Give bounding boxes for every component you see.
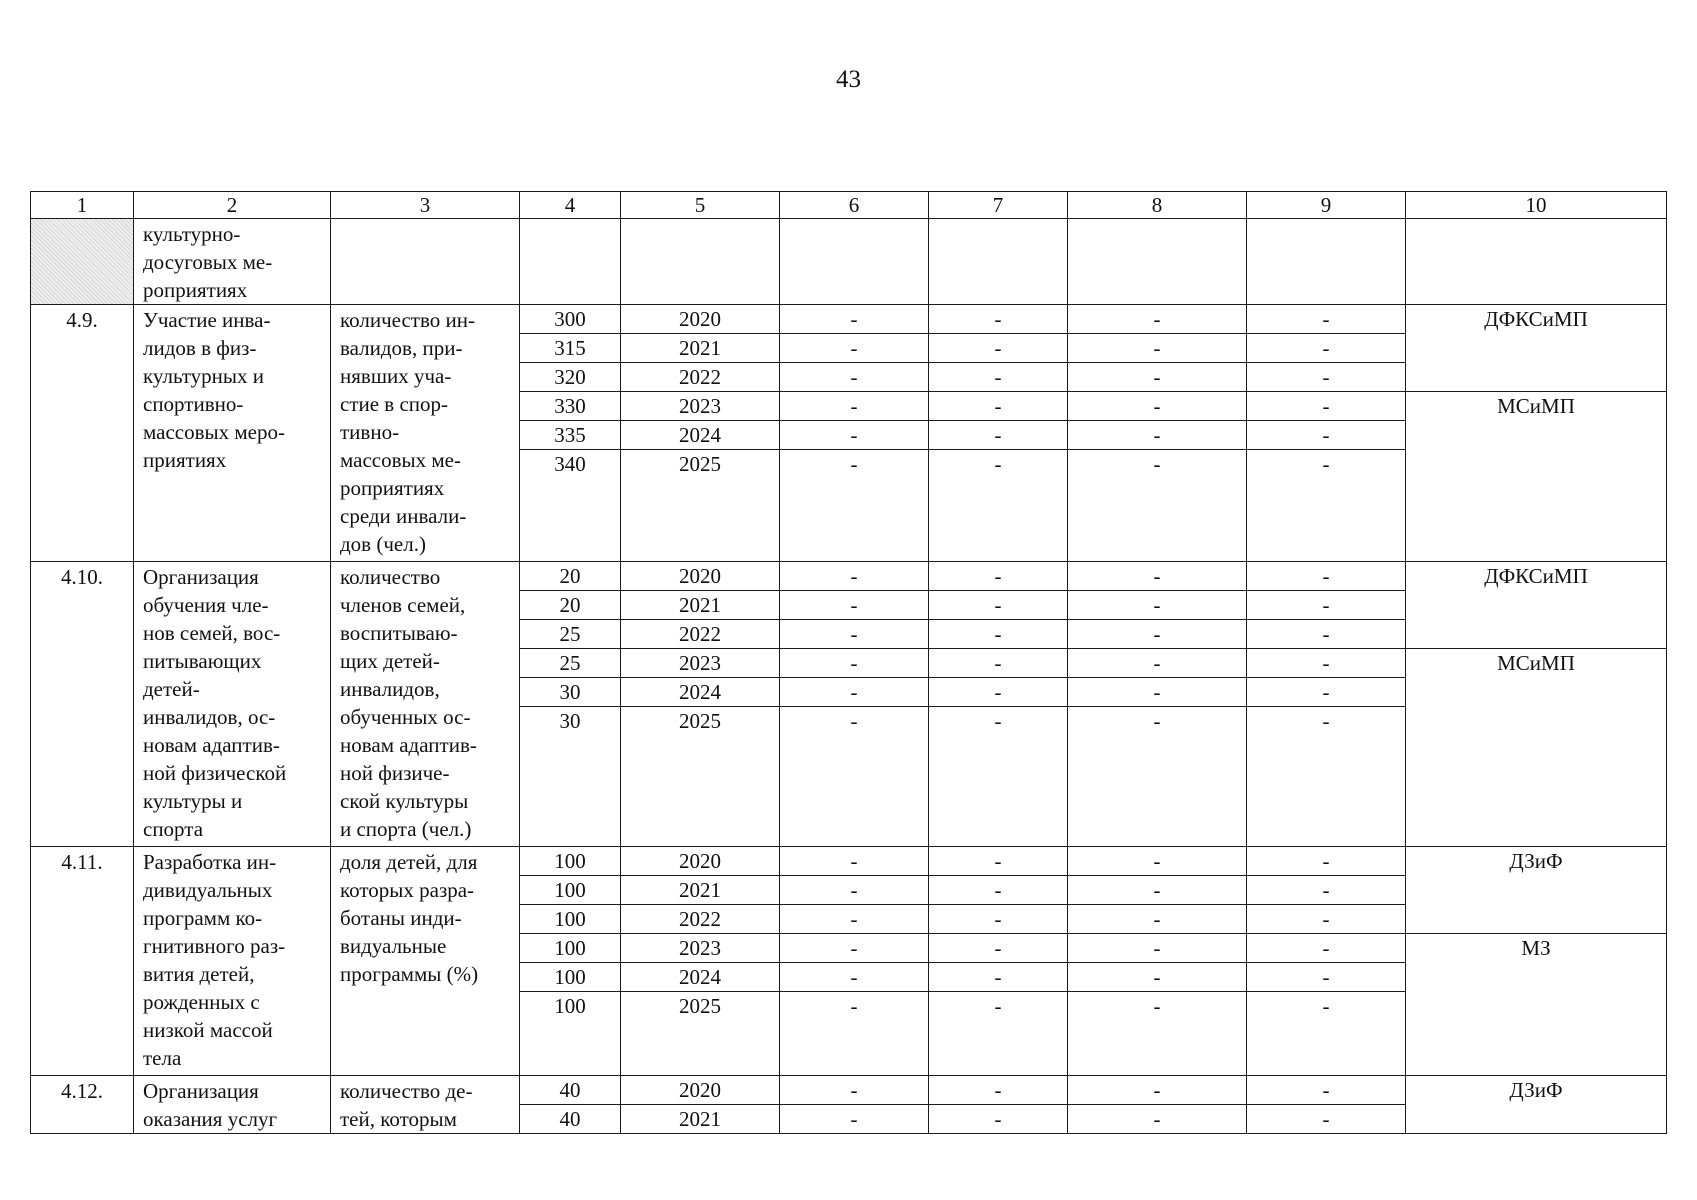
funding-dash: - <box>780 905 929 934</box>
indicator-line: валидов, при- <box>340 336 463 360</box>
funding-dash: - <box>1068 847 1247 876</box>
funding-dash: - <box>1068 305 1247 334</box>
target-value: 40 <box>520 1105 621 1134</box>
measure-name-line: детей- <box>143 677 200 701</box>
indicator-cell <box>331 305 520 562</box>
indicator-line: стие в спор- <box>340 392 449 416</box>
measure-name-line: массовых меро- <box>143 420 285 444</box>
target-value: 100 <box>520 905 621 934</box>
funding-dash: - <box>780 963 929 992</box>
target-value: 100 <box>520 934 621 963</box>
funding-dash: - <box>929 905 1068 934</box>
funding-dash: - <box>1247 1076 1406 1105</box>
funding-dash: - <box>1247 847 1406 876</box>
funding-dash: - <box>1247 905 1406 934</box>
target-value: 340 <box>520 450 621 562</box>
funding-dash: - <box>929 963 1068 992</box>
year: 2024 <box>621 963 780 992</box>
funding-dash: - <box>780 847 929 876</box>
indicator-line: обученных ос- <box>340 705 471 729</box>
measure-name-line: оказания услуг <box>143 1107 278 1131</box>
funding-dash: - <box>929 591 1068 620</box>
measure-number: 4.9. <box>31 305 134 562</box>
indicator-line: тей, которым <box>340 1107 457 1131</box>
column-number: 2 <box>134 192 331 219</box>
funding-dash: - <box>929 562 1068 591</box>
indicator-line: нявших уча- <box>340 364 452 388</box>
column-number: 6 <box>780 192 929 219</box>
measure-name-cell <box>134 219 331 305</box>
funding-dash: - <box>1068 591 1247 620</box>
funding-dash: - <box>929 450 1068 562</box>
measure-name-line: культуры и <box>143 789 243 813</box>
indicator-line: доля детей, для <box>340 850 478 874</box>
empty-cell <box>520 219 621 305</box>
year: 2020 <box>621 847 780 876</box>
continuation-row <box>31 219 1667 305</box>
indicator-line: массовых ме- <box>340 448 461 472</box>
executor-secondary: МСиМП <box>1406 649 1667 847</box>
measure-name-line: спорта <box>143 817 204 841</box>
measure-name-line: ной физической <box>143 761 287 785</box>
empty-cell <box>1406 219 1667 305</box>
funding-dash: - <box>780 678 929 707</box>
funding-dash: - <box>929 363 1068 392</box>
funding-dash: - <box>929 620 1068 649</box>
target-value: 100 <box>520 963 621 992</box>
target-value: 25 <box>520 649 621 678</box>
funding-dash: - <box>1247 562 1406 591</box>
funding-dash: - <box>1247 363 1406 392</box>
funding-dash: - <box>1247 450 1406 562</box>
measure-name-line: спортивно- <box>143 392 244 416</box>
measure-number: 4.10. <box>31 562 134 847</box>
empty-cell <box>1068 219 1247 305</box>
funding-dash: - <box>1247 963 1406 992</box>
target-value: 40 <box>520 1076 621 1105</box>
target-value: 315 <box>520 334 621 363</box>
year: 2022 <box>621 620 780 649</box>
executor-secondary: МЗ <box>1406 934 1667 1076</box>
executor-primary: ДЗиФ <box>1406 847 1667 934</box>
funding-dash: - <box>1247 620 1406 649</box>
indicator-line: тивно- <box>340 420 400 444</box>
measure-name-line: вития детей, <box>143 962 255 986</box>
target-value: 100 <box>520 992 621 1076</box>
empty-cell <box>331 219 520 305</box>
executor-primary: ДЗиФ <box>1406 1076 1667 1134</box>
funding-dash: - <box>1247 591 1406 620</box>
target-value: 30 <box>520 707 621 847</box>
column-number: 9 <box>1247 192 1406 219</box>
funding-dash: - <box>1068 992 1247 1076</box>
indicator-cell <box>331 847 520 1076</box>
measure-name-line: нов семей, вос- <box>143 621 281 645</box>
column-number: 3 <box>331 192 520 219</box>
funding-dash: - <box>1068 876 1247 905</box>
funding-dash: - <box>1068 707 1247 847</box>
funding-dash: - <box>929 421 1068 450</box>
measure-name-line: тела <box>143 1046 182 1070</box>
year: 2025 <box>621 450 780 562</box>
indicator-line: инвалидов, <box>340 677 440 701</box>
year: 2025 <box>621 707 780 847</box>
indicator-cell <box>331 1076 520 1134</box>
measure-name-line: культурных и <box>143 364 264 388</box>
year: 2020 <box>621 1076 780 1105</box>
funding-dash: - <box>929 934 1068 963</box>
measure-name-line: питывающих <box>143 649 262 673</box>
funding-dash: - <box>1247 392 1406 421</box>
funding-dash: - <box>929 392 1068 421</box>
indicator-line: членов семей, <box>340 593 466 617</box>
year: 2023 <box>621 649 780 678</box>
year: 2022 <box>621 363 780 392</box>
measure-name-cell <box>134 847 331 1076</box>
funding-dash: - <box>1247 649 1406 678</box>
year: 2021 <box>621 591 780 620</box>
empty-cell <box>929 219 1068 305</box>
year: 2021 <box>621 334 780 363</box>
measure-name-line: Участие инва- <box>143 308 271 332</box>
funding-dash: - <box>1068 1076 1247 1105</box>
measure-name-cell <box>134 562 331 847</box>
indicator-line: программы (%) <box>340 962 479 986</box>
year-row <box>31 305 1667 334</box>
funding-dash: - <box>1068 392 1247 421</box>
measure-name-line: роприятиях <box>143 278 248 302</box>
funding-dash: - <box>1068 934 1247 963</box>
year: 2022 <box>621 905 780 934</box>
indicator-line: количество де- <box>340 1079 473 1103</box>
column-number: 1 <box>31 192 134 219</box>
year: 2021 <box>621 1105 780 1134</box>
funding-dash: - <box>780 992 929 1076</box>
measure-name-line: Организация <box>143 565 259 589</box>
target-value: 335 <box>520 421 621 450</box>
target-value: 25 <box>520 620 621 649</box>
funding-dash: - <box>929 876 1068 905</box>
funding-dash: - <box>1068 562 1247 591</box>
funding-dash: - <box>1068 678 1247 707</box>
year: 2023 <box>621 934 780 963</box>
year: 2020 <box>621 562 780 591</box>
funding-dash: - <box>780 934 929 963</box>
measure-number: 4.12. <box>31 1076 134 1134</box>
funding-dash: - <box>780 876 929 905</box>
measure-name-line: обучения чле- <box>143 593 269 617</box>
funding-dash: - <box>1068 450 1247 562</box>
funding-dash: - <box>929 334 1068 363</box>
measure-name-line: дивидуальных <box>143 878 273 902</box>
funding-dash: - <box>1068 620 1247 649</box>
measure-number: 4.11. <box>31 847 134 1076</box>
funding-dash: - <box>780 1076 929 1105</box>
measure-name-line: Разработка ин- <box>143 850 277 874</box>
indicator-line: роприятиях <box>340 476 445 500</box>
measure-name-line: лидов в физ- <box>143 336 257 360</box>
target-value: 20 <box>520 562 621 591</box>
measure-name-line: новам адаптив- <box>143 733 280 757</box>
measure-name-line: гнитивного раз- <box>143 934 286 958</box>
target-value: 100 <box>520 876 621 905</box>
funding-dash: - <box>929 1105 1068 1134</box>
indicator-line: щих детей- <box>340 649 440 673</box>
funding-dash: - <box>780 421 929 450</box>
funding-dash: - <box>1247 1105 1406 1134</box>
funding-dash: - <box>780 305 929 334</box>
measure-name-line: программ ко- <box>143 906 263 930</box>
funding-dash: - <box>1247 707 1406 847</box>
year-row <box>31 562 1667 591</box>
measure-name-line: низкой массой <box>143 1018 273 1042</box>
measure-name-line: культурно- <box>143 222 241 246</box>
funding-dash: - <box>929 1076 1068 1105</box>
year: 2020 <box>621 305 780 334</box>
column-number-header-row <box>31 192 1667 219</box>
indicator-line: количество <box>340 565 441 589</box>
measure-name-cell <box>134 1076 331 1134</box>
empty-cell <box>621 219 780 305</box>
year: 2024 <box>621 421 780 450</box>
executor-secondary: МСиМП <box>1406 392 1667 562</box>
funding-dash: - <box>929 305 1068 334</box>
funding-dash: - <box>1068 363 1247 392</box>
funding-dash: - <box>929 649 1068 678</box>
funding-dash: - <box>1068 649 1247 678</box>
funding-dash: - <box>1068 905 1247 934</box>
funding-dash: - <box>780 649 929 678</box>
page-number: 43 <box>836 66 861 93</box>
funding-dash: - <box>1068 334 1247 363</box>
indicator-line: ной физиче- <box>340 761 450 785</box>
funding-dash: - <box>780 562 929 591</box>
funding-dash: - <box>1247 334 1406 363</box>
indicator-line: видуальные <box>340 934 447 958</box>
funding-dash: - <box>1068 963 1247 992</box>
column-number: 5 <box>621 192 780 219</box>
measure-name-cell <box>134 305 331 562</box>
year: 2023 <box>621 392 780 421</box>
executor-primary: ДФКСиМП <box>1406 305 1667 392</box>
measure-name-line: рожденных с <box>143 990 260 1014</box>
column-number: 7 <box>929 192 1068 219</box>
measure-name-line: приятиях <box>143 448 227 472</box>
indicator-cell <box>331 562 520 847</box>
funding-dash: - <box>1068 421 1247 450</box>
funding-dash: - <box>929 847 1068 876</box>
column-number: 10 <box>1406 192 1667 219</box>
measure-name-line: досуговых ме- <box>143 250 273 274</box>
indicator-line: воспитываю- <box>340 621 458 645</box>
funding-dash: - <box>780 620 929 649</box>
funding-dash: - <box>1247 305 1406 334</box>
measure-name-line: Организация <box>143 1079 259 1103</box>
funding-dash: - <box>1247 421 1406 450</box>
year-row <box>31 1076 1667 1105</box>
funding-dash: - <box>780 591 929 620</box>
target-value: 320 <box>520 363 621 392</box>
funding-dash: - <box>1247 876 1406 905</box>
executor-primary: ДФКСиМП <box>1406 562 1667 649</box>
indicator-line: которых разра- <box>340 878 475 902</box>
funding-dash: - <box>1068 1105 1247 1134</box>
target-value: 30 <box>520 678 621 707</box>
funding-dash: - <box>1247 678 1406 707</box>
indicator-line: ботаны инди- <box>340 906 462 930</box>
funding-dash: - <box>780 1105 929 1134</box>
column-number: 8 <box>1068 192 1247 219</box>
measure-name-line: инвалидов, ос- <box>143 705 276 729</box>
funding-dash: - <box>780 363 929 392</box>
target-value: 100 <box>520 847 621 876</box>
funding-dash: - <box>780 707 929 847</box>
year: 2025 <box>621 992 780 1076</box>
empty-cell <box>780 219 929 305</box>
funding-dash: - <box>780 334 929 363</box>
shaded-number-cell <box>31 219 134 305</box>
target-value: 330 <box>520 392 621 421</box>
indicator-line: ской культуры <box>340 789 469 813</box>
funding-dash: - <box>1247 992 1406 1076</box>
funding-dash: - <box>1247 934 1406 963</box>
year: 2024 <box>621 678 780 707</box>
target-value: 20 <box>520 591 621 620</box>
year-row <box>31 847 1667 876</box>
funding-dash: - <box>929 707 1068 847</box>
indicator-line: дов (чел.) <box>340 532 426 556</box>
program-measures-table <box>30 191 1667 1134</box>
funding-dash: - <box>780 450 929 562</box>
indicator-line: новам адаптив- <box>340 733 477 757</box>
indicator-line: количество ин- <box>340 308 475 332</box>
column-number: 4 <box>520 192 621 219</box>
funding-dash: - <box>780 392 929 421</box>
indicator-line: среди инвали- <box>340 504 467 528</box>
funding-dash: - <box>929 992 1068 1076</box>
year: 2021 <box>621 876 780 905</box>
funding-dash: - <box>929 678 1068 707</box>
target-value: 300 <box>520 305 621 334</box>
empty-cell <box>1247 219 1406 305</box>
indicator-line: и спорта (чел.) <box>340 817 472 841</box>
